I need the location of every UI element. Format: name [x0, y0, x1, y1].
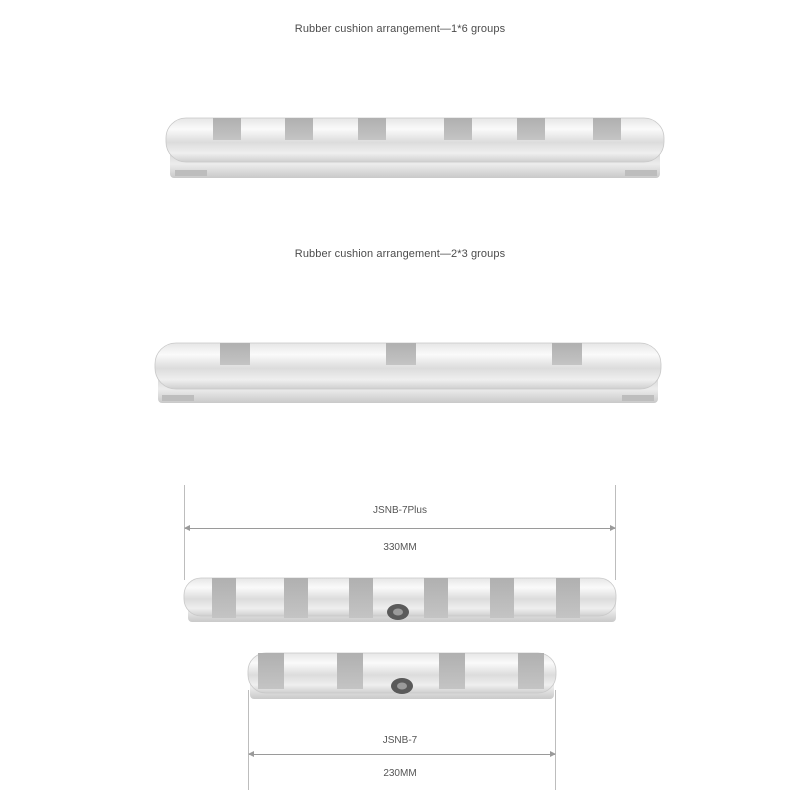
- stand-bar-2x3: [155, 343, 661, 403]
- dimension-extension-line: [615, 485, 616, 580]
- rubber-cushion: [556, 578, 580, 618]
- rubber-cushion: [284, 578, 308, 618]
- rubber-cushion: [424, 578, 448, 618]
- rubber-cushion: [258, 653, 284, 689]
- rubber-cushion: [593, 118, 621, 140]
- model-name-standard: JSNB-7: [382, 735, 418, 746]
- rubber-cushion: [552, 343, 582, 365]
- length-label-plus: 330MM: [383, 542, 417, 553]
- model-name-plus: JSNB-7Plus: [373, 505, 427, 516]
- dimension-extension-line: [184, 485, 185, 580]
- stand-bar-jsnb-7: [248, 653, 556, 699]
- caption-1x6-arrangement: Rubber cushion arrangement—1*6 groups: [294, 23, 506, 35]
- rubber-cushion: [490, 578, 514, 618]
- rubber-cushion: [285, 118, 313, 140]
- rubber-cushion: [444, 118, 472, 140]
- stand-bar-jsnb-7plus: [184, 578, 616, 622]
- rubber-cushion: [517, 118, 545, 140]
- stand-bar-1x6: [166, 118, 664, 178]
- caption-2x3-arrangement: Rubber cushion arrangement—2*3 groups: [294, 248, 506, 260]
- rubber-cushion: [212, 578, 236, 618]
- dimension-line-standard: [249, 754, 555, 755]
- rubber-cushion: [518, 653, 544, 689]
- rubber-cushion: [213, 118, 241, 140]
- rubber-cushion: [358, 118, 386, 140]
- dimension-extension-line: [248, 690, 249, 790]
- dimension-line-plus: [185, 528, 615, 529]
- rubber-cushion: [349, 578, 373, 618]
- dimension-extension-line: [555, 690, 556, 790]
- rubber-cushion: [337, 653, 363, 689]
- rubber-cushion: [220, 343, 250, 365]
- rubber-cushion: [439, 653, 465, 689]
- rubber-cushion: [386, 343, 416, 365]
- length-label-standard: 230MM: [383, 768, 417, 779]
